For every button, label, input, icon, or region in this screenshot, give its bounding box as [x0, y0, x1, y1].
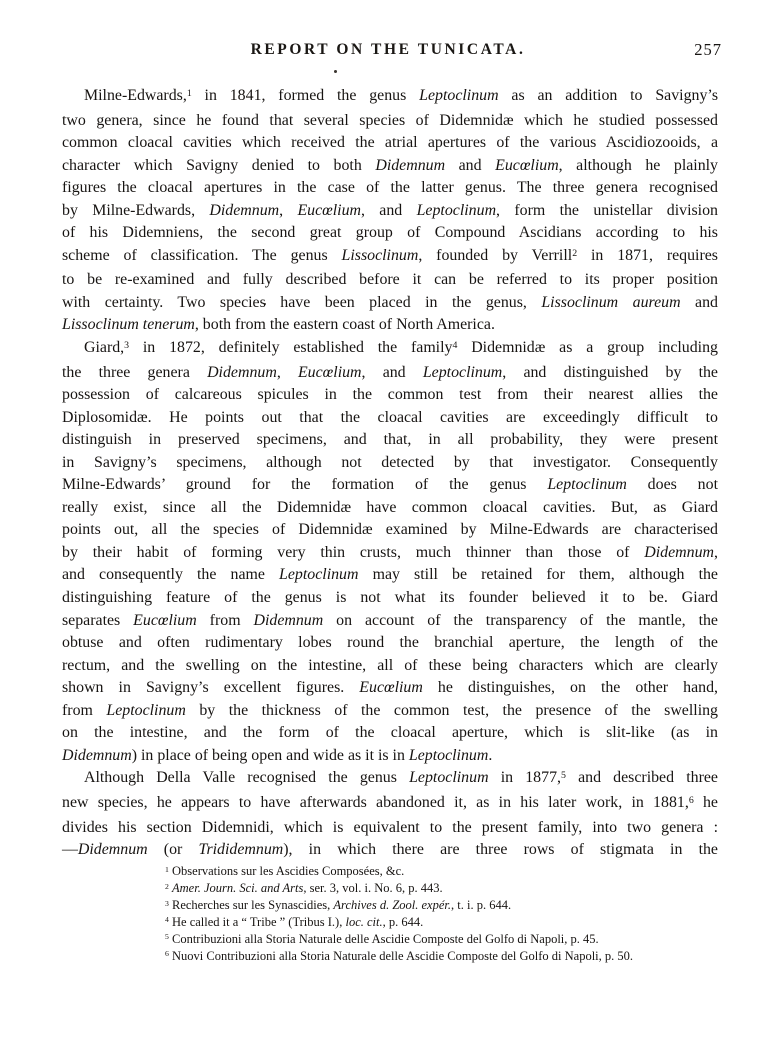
text-segment: to be re-examined and fully described before it can be referred to its proper position [62, 271, 718, 289]
text-segment: in 1872, definitely established the family [129, 339, 453, 357]
text-segment: and [445, 156, 496, 174]
footnote-marker: 3 [165, 898, 169, 908]
text-segment: on account of the transparency of the mantle, the [323, 611, 718, 629]
text-line [62, 564, 718, 587]
text-segment: Milne-Edwards, [84, 87, 187, 104]
text-segment: may still be retained for them, although the [358, 566, 718, 584]
text-segment: with certainty. Two species have been placed in the genus, [62, 293, 542, 311]
text-segment: and [680, 293, 719, 311]
text-segment: — [62, 841, 78, 859]
italic-term: Eucœlium [495, 156, 559, 174]
italic-term: Lissoclinum [341, 246, 419, 264]
text-line [62, 429, 718, 452]
text-line [62, 177, 718, 200]
text-segment: , ser. 3, vol. i. No. 6, p. 443. [303, 880, 443, 895]
text-segment: divides his section Didemnidi, which is equivalent to the present family, into two genera : [62, 818, 718, 836]
footnote [165, 881, 735, 898]
text-line [62, 745, 718, 768]
footnote-marker: 6 [688, 794, 694, 806]
italic-term: Leptoclinum [408, 746, 489, 764]
text-line [62, 200, 718, 223]
text-line [62, 337, 718, 362]
text-segment: two genera, since he found that several species of Didemnidæ which he studied possessed [62, 111, 718, 129]
text-line [62, 677, 718, 700]
text-line [62, 222, 718, 245]
text-line [62, 269, 718, 292]
text-line [62, 632, 718, 655]
text-line [62, 292, 718, 315]
italic-term: Leptoclinum [422, 363, 503, 381]
italic-term: Leptoclinum [279, 566, 359, 584]
footnote [165, 932, 735, 949]
text-segment: He called it a “ Tribe ” (Tribus I.), [168, 914, 346, 929]
footnote-marker: 4 [452, 339, 458, 351]
footnote-marker: 3 [124, 339, 130, 351]
text-line [62, 155, 718, 178]
text-segment: Contribuzioni alla Storia Naturale delle Ascidie Composte del Golfo di Napoli, p. 45. [168, 931, 599, 946]
italic-term: loc. cit. [345, 914, 383, 929]
text-segment: obtuse and often rudimentary lobes round the branchial aperture, the length of the [62, 634, 718, 652]
text-line [62, 314, 718, 337]
text-segment: Observations sur les Ascidies Composées, &c. [168, 864, 405, 878]
text-segment: common cloacal cavities which received the atrial apertures of the various Ascidiozooids, a [62, 134, 718, 152]
text-segment: by the thickness of the common test, the presence of the swelling [185, 701, 718, 719]
text-segment: of his Didemniens, the second great group of Compound Ascidians according to his [62, 224, 718, 242]
italic-term: Leptoclinum [547, 476, 627, 494]
text-segment: , form the unistellar division [496, 201, 718, 219]
text-segment: Nuovi Contribuzioni alla Storia Naturale delle Ascidie Composte del Golfo di Napoli, p. 50. [168, 948, 634, 963]
footnote [165, 949, 735, 966]
text-segment: Didemnidæ as a group including [457, 339, 718, 357]
italic-term: Didemnum [77, 841, 148, 859]
text-segment: and consequently the name [62, 566, 280, 584]
text-line [62, 474, 718, 497]
italic-term: Leptoclinum [416, 201, 497, 219]
text-segment: separates [62, 611, 134, 629]
running-title: REPORT ON THE TUNICATA. [250, 41, 526, 58]
text-segment: ), in which there are three rows of stigmata in the [283, 841, 718, 859]
italic-term: Didemnum [209, 201, 280, 219]
text-segment: Giard, [84, 339, 125, 357]
text-segment: as an addition to Savigny’s [498, 87, 718, 104]
text-line [62, 655, 718, 678]
text-line [62, 519, 718, 542]
text-line [62, 362, 718, 385]
italic-term: Didemnum [207, 363, 277, 381]
text-segment: Diplosomidæ. He points out that the cloacal cavities are exceedingly difficult to [62, 408, 718, 426]
text-line [62, 610, 718, 633]
text-segment: in 1841, formed the genus [191, 87, 420, 104]
text-segment: scheme of classification. The genus [62, 246, 342, 264]
paragraph [62, 85, 718, 337]
text-segment: he [693, 793, 718, 811]
footnote-marker: 4 [165, 915, 169, 925]
text-segment: shown in Savigny’s excellent figures. [62, 679, 360, 697]
text-segment: rectum, and the swelling on the intestine, all of these being characters which are clearly [62, 656, 718, 674]
text-segment: from [62, 701, 107, 719]
text-segment: figures the cloacal apertures in the case of the latter genus. The three genera recognised [62, 179, 718, 197]
text-segment: the three genera [62, 363, 208, 381]
italic-term: Eucœlium [297, 363, 362, 381]
text-segment: new species, he appears to have afterwards abandoned it, as in his later work, in 1881, [62, 793, 689, 811]
footnote-marker: 5 [165, 932, 169, 942]
text-segment: , although he plainly [558, 156, 719, 174]
text-segment: in Savigny’s specimens, although not detected by that investigator. Consequently [62, 453, 718, 471]
text-segment: by their habit of forming very thin crusts, much thinner than those of [62, 543, 645, 561]
text-segment: (or [147, 841, 199, 859]
paragraph [62, 337, 718, 767]
italic-term: Amer. Journ. Sci. and Arts [172, 880, 304, 895]
text-segment: distinguish in preserved specimens, and that, in all probability, they were present [62, 431, 718, 449]
text-line [62, 452, 718, 475]
italic-term: Eucœlium [297, 201, 361, 219]
italic-term: Eucœlium [133, 611, 197, 629]
footnote-marker: 5 [560, 770, 566, 782]
text-segment: does not [626, 476, 718, 494]
text-segment: Recherches sur les Synascidies, [168, 897, 334, 912]
footnote [165, 915, 735, 932]
text-line [62, 407, 718, 430]
text-segment: , [276, 363, 298, 381]
text-line [62, 245, 718, 270]
footnote-marker: 6 [165, 949, 169, 959]
text-line [62, 384, 718, 407]
paragraph [62, 767, 718, 861]
text-segment: . [488, 746, 493, 764]
text-segment: , p. 644. [382, 914, 424, 929]
text-line [62, 85, 718, 110]
text-segment: and described three [565, 769, 718, 787]
text-line [62, 110, 718, 133]
footnote [165, 898, 735, 915]
text-segment: , and distinguished by the [502, 363, 718, 381]
text-segment: from [196, 611, 254, 629]
text-segment: really exist, since all the Didemnidæ have common cloacal cavities. But, as Giard [62, 498, 718, 516]
ink-speck [334, 70, 337, 73]
text-segment: distinguishing feature of the genus is not what its founder believed it to be. Giard [62, 589, 718, 607]
text-segment: points out, all the species of Didemnidæ examined by Milne-Edwards are characterised [62, 521, 718, 539]
text-line [62, 497, 718, 520]
text-line [62, 839, 718, 862]
text-segment: , founded by Verrill [418, 246, 573, 264]
text-line [62, 722, 718, 745]
text-segment: , and [361, 363, 423, 381]
italic-term: Didemnum [375, 156, 446, 174]
text-segment: in 1871, requires [577, 246, 718, 264]
italic-term: Didemnum [253, 611, 324, 629]
text-line [62, 542, 718, 565]
text-segment: on the intestine, and the form of the cloacal aperture, which is slit-like (as in [62, 724, 718, 742]
italic-term: Trididemnum [198, 841, 284, 859]
page-number: 257 [694, 40, 722, 59]
text-line [62, 767, 718, 792]
text-segment: by Milne-Edwards, [62, 201, 210, 219]
italic-term: Eucœlium [359, 679, 423, 697]
footnote-marker: 2 [165, 881, 169, 891]
text-segment: ) in place of being open and wide as it is in [131, 746, 409, 764]
italic-term: Didemnum [644, 543, 715, 561]
footnote-marker: 1 [165, 864, 169, 874]
italic-term: Didemnum [62, 746, 132, 764]
text-segment: Milne-Edwards’ ground for the formation of the genus [62, 476, 548, 494]
text-line [62, 792, 718, 817]
text-segment: , [279, 201, 298, 219]
italic-term: Leptoclinum [106, 701, 186, 719]
text-segment: possession of calcareous spicules in the common test from their nearest allies the [62, 386, 718, 404]
text-line [62, 587, 718, 610]
text-line [62, 132, 718, 155]
text-segment: Although Della Valle recognised the genus [84, 769, 410, 787]
text-segment: in 1877, [488, 769, 561, 787]
text-segment: , t. i. p. 644. [451, 897, 512, 912]
text-segment: , and [361, 201, 417, 219]
text-segment: he distinguishes, on the other hand, [422, 679, 718, 697]
text-line [62, 817, 718, 840]
italic-term: Lissoclinum aureum [541, 293, 681, 311]
italic-term: Leptoclinum [409, 769, 489, 787]
text-line [62, 700, 718, 723]
italic-term: Lissoclinum tenerum [62, 316, 195, 334]
body-text [62, 85, 718, 862]
italic-term: Archives d. Zool. expér. [333, 897, 451, 912]
footnote-marker: 2 [572, 247, 578, 259]
text-segment: , both from the eastern coast of North America. [194, 316, 495, 334]
text-segment: character which Savigny denied to both [62, 156, 376, 174]
text-segment: , [714, 543, 718, 561]
italic-term: Leptoclinum [419, 87, 499, 104]
footnote [165, 864, 735, 881]
footnotes [165, 864, 735, 965]
footnote-marker: 1 [186, 87, 192, 99]
